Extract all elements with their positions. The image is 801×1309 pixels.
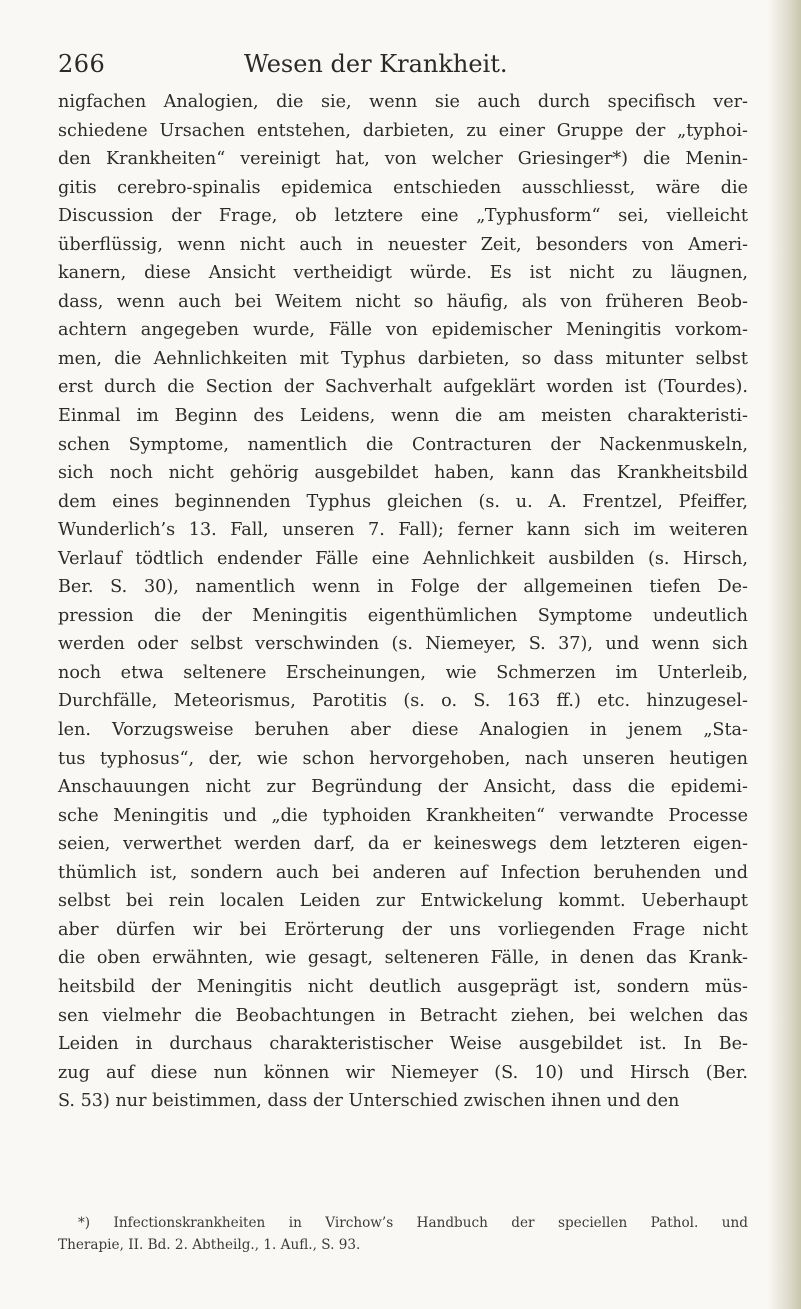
- text-line: Durchfälle, Meteorismus, Parotitis (s. o. S. 163 ff.) etc. hinzugesel-: [58, 691, 748, 712]
- text-line: aber dürfen wir bei Erörterung der uns vorliegenden Frage nicht: [58, 919, 748, 940]
- text-line: kanern, diese Ansicht vertheidigt würde. Es ist nicht zu läugnen,: [58, 263, 748, 284]
- text-line: Discussion der Frage, ob letztere eine „Typhusform“ sei, vielleicht: [58, 206, 748, 227]
- text-line: dem eines beginnenden Typhus gleichen (s. u. A. Frentzel, Pfeiffer,: [58, 491, 748, 512]
- text-line: thümlich ist, sondern auch bei anderen auf Infection beruhenden und: [58, 862, 748, 883]
- text-line: selbst bei rein localen Leiden zur Entwickelung kommt. Ueberhaupt: [58, 891, 748, 912]
- text-line: heitsbild der Meningitis nicht deutlich ausgeprägt ist, sondern müs-: [58, 976, 748, 997]
- text-line: dass, wenn auch bei Weitem nicht so häufig, als von früheren Beob-: [58, 291, 748, 312]
- text-line: Ber. S. 30), namentlich wenn in Folge der allgemeinen tiefen De-: [58, 577, 748, 598]
- text-line: Leiden in durchaus charakteristischer Weise ausgebildet ist. In Be-: [58, 1034, 748, 1055]
- page-edge-shadow: [767, 0, 801, 1309]
- page-header: [58, 50, 744, 80]
- text-line: pression die der Meningitis eigenthümlichen Symptome undeutlich: [58, 605, 748, 626]
- text-line: men, die Aehnlichkeiten mit Typhus darbieten, so dass mitunter selbst: [58, 348, 748, 369]
- text-line: noch etwa seltenere Erscheinungen, wie Schmerzen im Unterleib,: [58, 662, 748, 683]
- text-line: schiedene Ursachen entstehen, darbieten, zu einer Gruppe der „typhoi-: [58, 120, 748, 141]
- footnotes: [58, 1212, 748, 1256]
- text-line: werden oder selbst verschwinden (s. Niemeyer, S. 37), und wenn sich: [58, 634, 748, 655]
- text-line: S. 53) nur beistimmen, dass der Unterschied zwischen ihnen und den: [58, 1091, 680, 1112]
- text-line: Verlauf tödtlich endender Fälle eine Aehnlichkeit ausbilden (s. Hirsch,: [58, 548, 748, 569]
- page-number: 266: [58, 50, 106, 78]
- text-line: nigfachen Analogien, die sie, wenn sie auch durch specifisch ver-: [58, 92, 748, 112]
- text-line: gitis cerebro-spinalis epidemica entschieden ausschliesst, wäre die: [58, 177, 748, 198]
- text-line: Einmal im Beginn des Leidens, wenn die am meisten charakteristi-: [58, 406, 748, 427]
- text-line: len. Vorzugsweise beruhen aber diese Analogien in jenem „Sta-: [58, 720, 748, 741]
- text-line: tus typhosus“, der, wie schon hervorgehoben, nach unseren heutigen: [58, 748, 748, 769]
- footnote-line: Therapie, II. Bd. 2. Abtheilg., 1. Aufl., S. 93.: [58, 1237, 361, 1253]
- footnote-line: *) Infectionskrankheiten in Virchow’s Handbuch der speciellen Pathol. und: [78, 1215, 748, 1231]
- running-head: Wesen der Krankheit.: [244, 50, 508, 78]
- text-line: seien, verwerthet werden darf, da er keineswegs dem letzteren eigen-: [58, 834, 748, 855]
- text-line: sen vielmehr die Beobachtungen in Betracht ziehen, bei welchen das: [58, 1005, 748, 1026]
- text-line: Wunderlich’s 13. Fall, unseren 7. Fall); ferner kann sich im weiteren: [58, 520, 748, 541]
- text-line: sche Meningitis und „die typhoiden Krankheiten“ verwandte Processe: [58, 805, 748, 826]
- text-line: erst durch die Section der Sachverhalt aufgeklärt worden ist (Tourdes).: [58, 377, 748, 398]
- text-line: achtern angegeben wurde, Fälle von epidemischer Meningitis vorkom-: [58, 320, 748, 341]
- text-line: überflüssig, wenn nicht auch in neuester Zeit, besonders von Ameri-: [58, 234, 748, 255]
- text-line: zug auf diese nun können wir Niemeyer (S. 10) und Hirsch (Ber.: [58, 1062, 748, 1083]
- text-line: den Krankheiten“ vereinigt hat, von welcher Griesinger*) die Menin-: [58, 149, 748, 170]
- text-line: die oben erwähnten, wie gesagt, selteneren Fälle, in denen das Krank-: [58, 948, 748, 969]
- text-line: Anschauungen nicht zur Begründung der Ansicht, dass die epidemi-: [58, 777, 748, 798]
- body-text: [58, 88, 748, 1116]
- text-line: schen Symptome, namentlich die Contracturen der Nackenmuskeln,: [58, 434, 748, 455]
- text-line: sich noch nicht gehörig ausgebildet haben, kann das Krankheitsbild: [58, 463, 748, 484]
